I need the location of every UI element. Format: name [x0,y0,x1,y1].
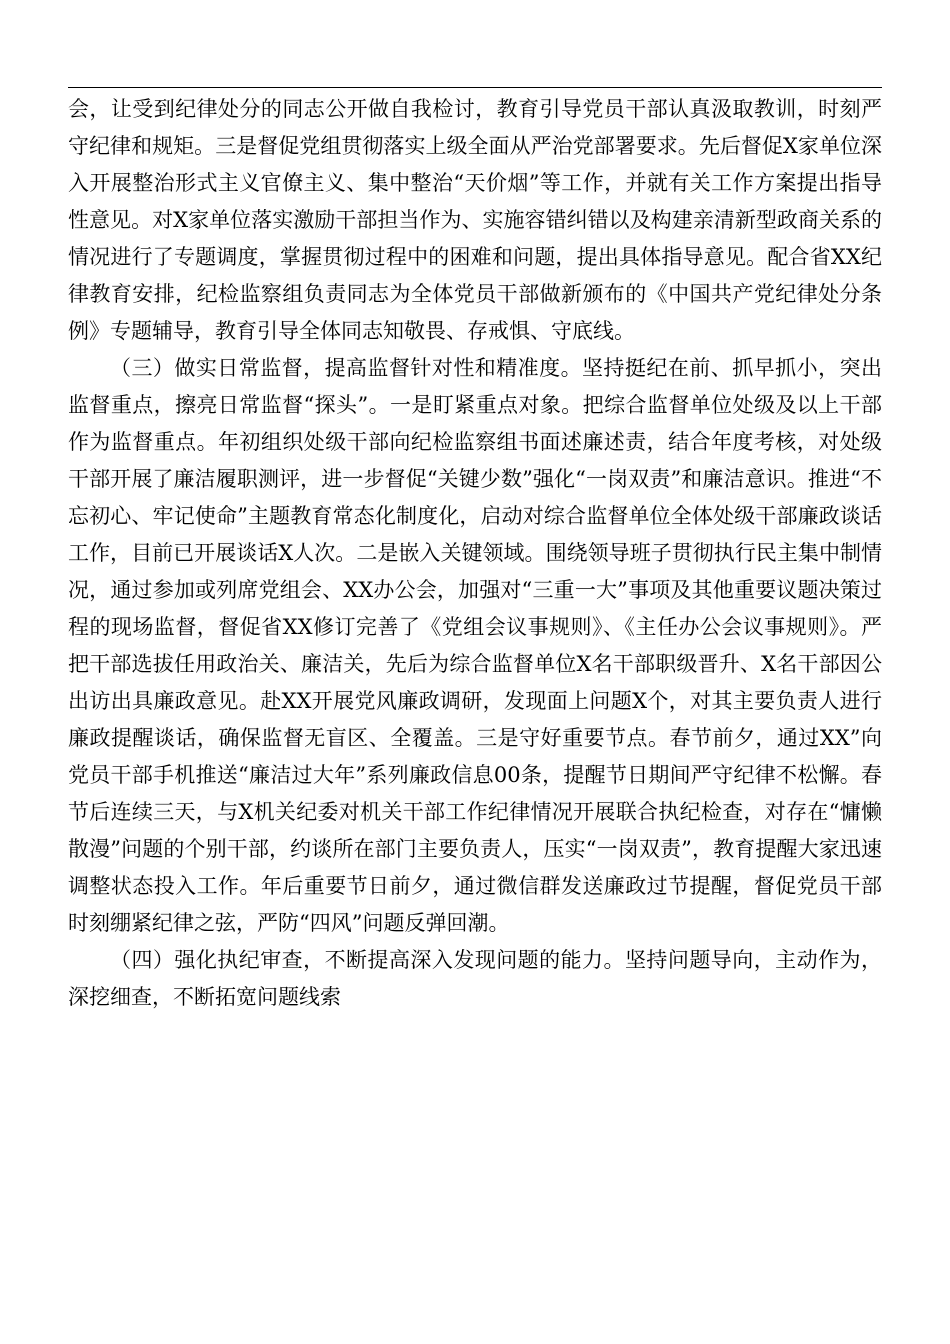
document-body [68,91,882,1016]
header-rule [68,87,882,88]
paragraph-discipline-review: （四）强化执纪审查，不断提高深入发现问题的能力。坚持问题导向，主动作为，深挖细查，不断拓宽问题线索 [68,948,882,1009]
paragraph-daily-supervision: （三）做实日常监督，提高监督针对性和精准度。坚持挺纪在前、抓早抓小，突出监督重点，擦亮日常监督“探头”。一是盯紧重点对象。把综合监督单位处级及以上干部作为监督重点。年初组织处级干部向纪检监察组书面述廉述责，结合年度考核，对处级干部开展了廉洁履职测评，进一步督促“关键少数”强化“一岗双责”和廉洁意识。推进“不忘初心、牢记使命”主题教育常态化制度化，启动对综合监督单位全体处级干部廉政谈话工作，目前已开展谈话X人次。二是嵌入关键领域。围绕领导班子贯彻执行民主集中制情况，通过参加或列席党组会、XX办公会，加强对“三重一大”事项及其他重要议题决策过程的现场监督，督促省XX修订完善了《党组会议事规则》、《主任办公会议事规则》。严把干部选拔任用政治关、廉洁关，先后为综合监督单位X名干部职级晋升、X名干部因公出访出具廉政意见。赴XX开展党风廉政调研，发现面上问题X个，对其主要负责人进行廉政提醒谈话，确保监督无盲区、全覆盖。三是守好重要节点。春节前夕，通过XX”向党员干部手机推送“廉洁过大年”系列廉政信息00条，提醒节日期间严守纪律不松懈。春节后连续三天，与X机关纪委对机关干部工作纪律情况开展联合执纪检查，对存在“慵懒散漫”问题的个别干部，约谈所在部门主要负责人，压实“一岗双责”，教育提醒大家迅速调整状态投入工作。年后重要节日前夕，通过微信群发送廉政过节提醒，督促党员干部时刻绷紧纪律之弦，严防“四风”问题反弹回潮。 [68,356,882,935]
paragraph-continuation: 会，让受到纪律处分的同志公开做自我检讨，教育引导党员干部认真汲取教训，时刻严守纪律和规矩。三是督促党组贯彻落实上级全面从严治党部署要求。先后督促X家单位深入开展整治形式主义官僚主义、集中整治“天价烟”等工作，并就有关工作方案提出指导性意见。对X家单位落实激励干部担当作为、实施容错纠错以及构建亲清新型政商关系的情况进行了专题调度，掌握贯彻过程中的困难和问题，提出具体指导意见。配合省XX纪律教育安排，纪检监察组负责同志为全体党员干部做新颁布的《中国共产党纪律处分条例》专题辅导，教育引导全体同志知敬畏、存戒惧、守底线。 [68,97,882,343]
